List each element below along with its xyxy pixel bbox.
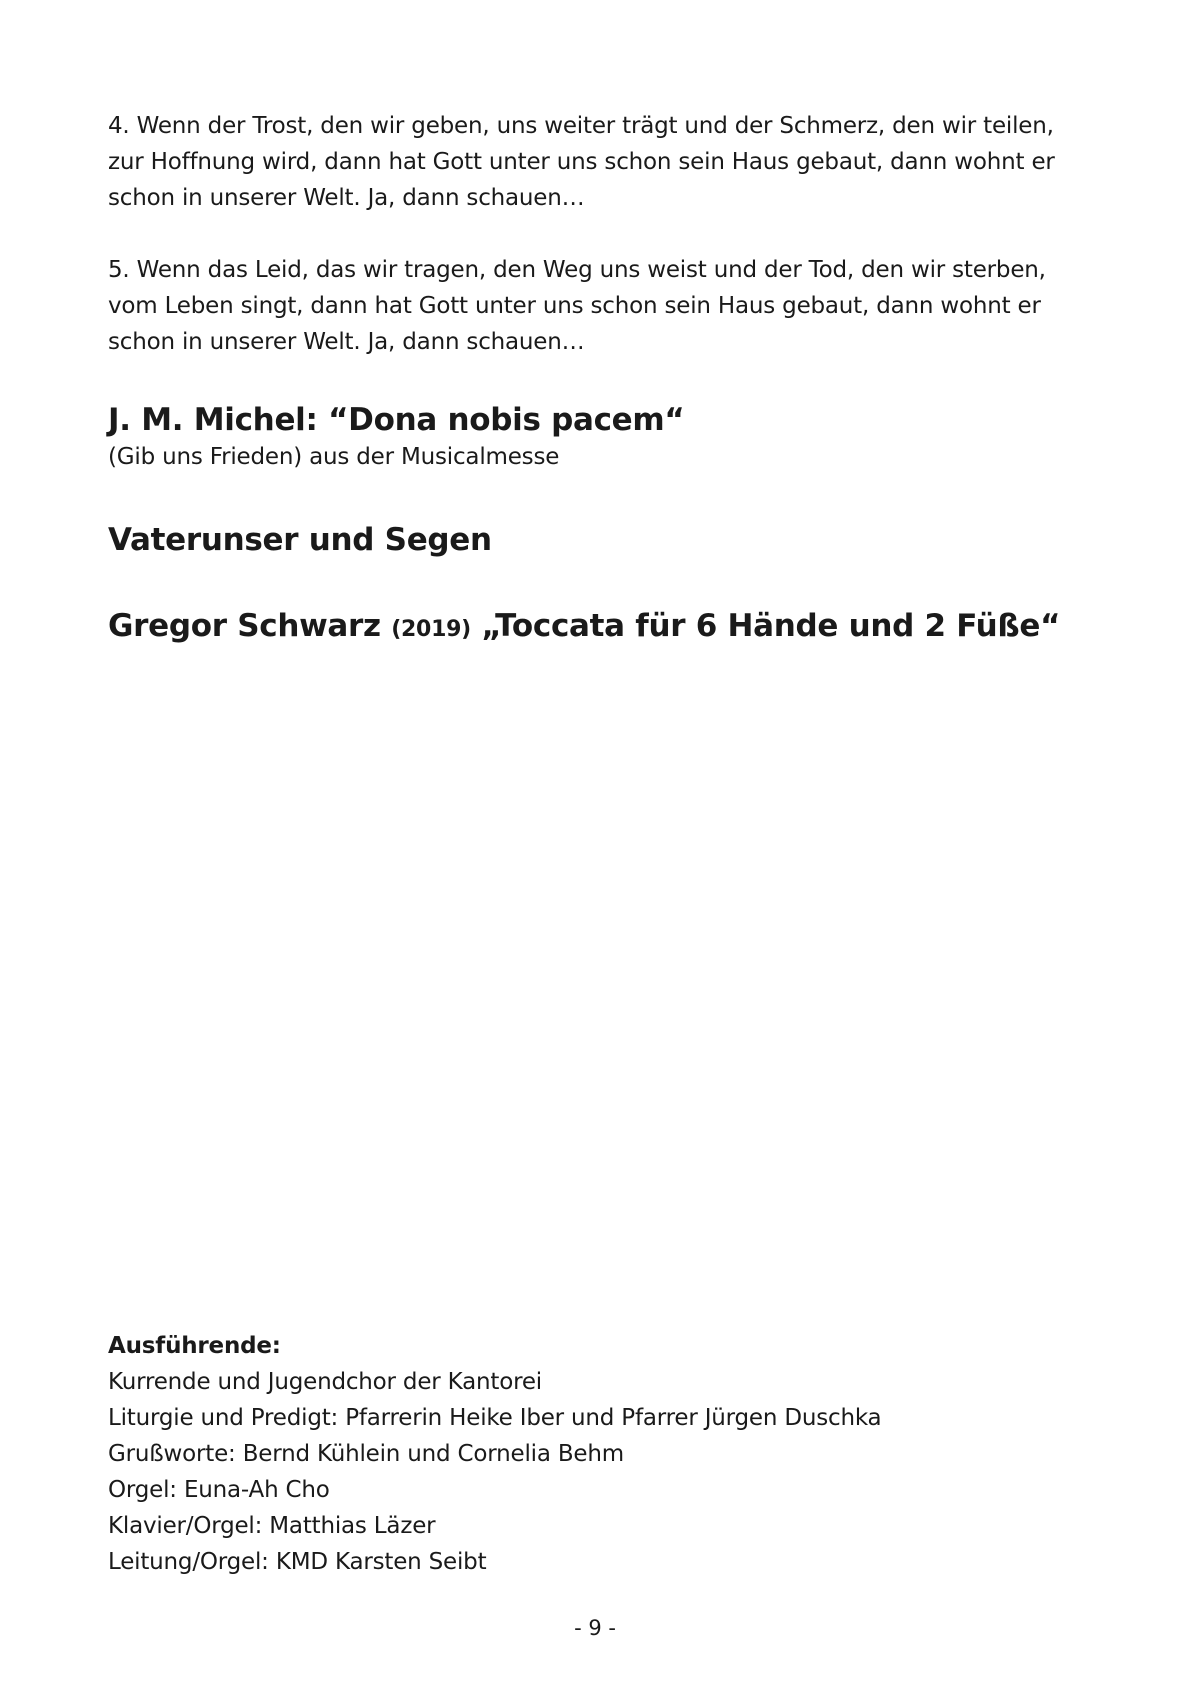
performers-label: Ausführende: (108, 1333, 281, 1359)
page-content (108, 108, 1088, 650)
vaterunser-heading: Vaterunser und Segen (108, 522, 492, 558)
performer-item: Kurrende und Jugendchor der Kantorei (108, 1369, 542, 1395)
verse-line: schon in unserer Welt. Ja, dann schauen… (108, 185, 585, 211)
toccata-heading (108, 606, 1088, 650)
performer-item: Leitung/Orgel: KMD Karsten Seibt (108, 1549, 487, 1575)
verse-4 (108, 108, 1088, 216)
verse-5 (108, 252, 1088, 360)
performer-item: Grußworte: Bernd Kühlein und Cornelia Behm (108, 1441, 624, 1467)
verse-line: 4. Wenn der Trost, den wir geben, uns weiter trägt und der Schmerz, den wir teilen, (108, 113, 1054, 139)
performer-item: Liturgie und Predigt: Pfarrerin Heike Iber und Pfarrer Jürgen Duschka (108, 1405, 882, 1431)
toccata-title: „Toccata für 6 Hände und 2 Füße“ (481, 608, 1061, 644)
toccata-year: (2019) (391, 617, 471, 642)
performer-item: Klavier/Orgel: Matthias Läzer (108, 1513, 436, 1539)
performers-block (108, 1328, 1088, 1580)
page-number: - 9 - (574, 1616, 616, 1640)
performer-item: Orgel: Euna-Ah Cho (108, 1477, 330, 1503)
verse-line: schon in unserer Welt. Ja, dann schauen… (108, 329, 585, 355)
michel-subtitle: (Gib uns Frieden) aus der Musicalmesse (108, 444, 560, 470)
toccata-composer: Gregor Schwarz (108, 608, 381, 644)
michel-heading: J. M. Michel: “Dona nobis pacem“ (108, 402, 685, 438)
verse-line: vom Leben singt, dann hat Gott unter uns schon sein Haus gebaut, dann wohnt er (108, 293, 1041, 319)
verse-line: zur Hoffnung wird, dann hat Gott unter uns schon sein Haus gebaut, dann wohnt er (108, 149, 1055, 175)
verse-line: 5. Wenn das Leid, das wir tragen, den Weg uns weist und der Tod, den wir sterben, (108, 257, 1046, 283)
